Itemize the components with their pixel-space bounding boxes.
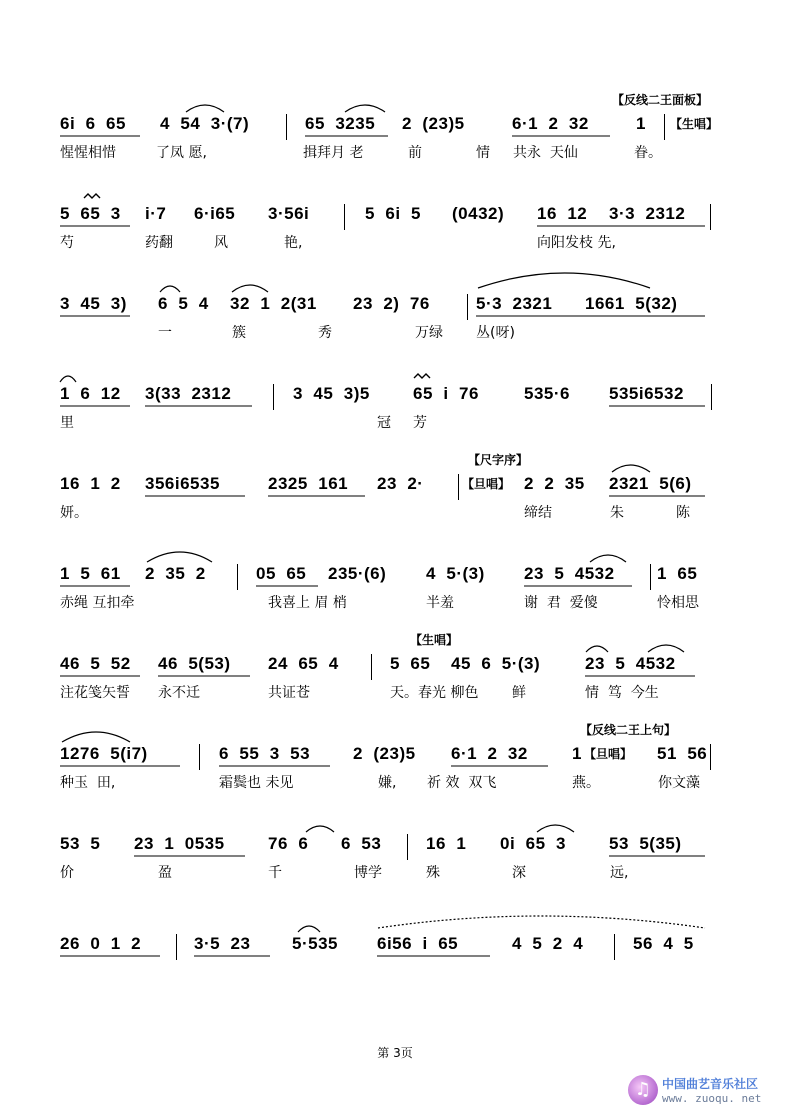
lyric-text: 燕。 <box>572 775 600 791</box>
bar-line <box>664 114 665 140</box>
note-group: 3 45 3) <box>60 294 127 313</box>
lyric-text: 半羞 <box>426 595 454 611</box>
note-group: 0i 65 3 <box>500 834 566 853</box>
note-group: 3·5 23 <box>194 934 251 953</box>
score-system-9 <box>0 834 790 944</box>
bar-line <box>344 204 345 230</box>
bar-line <box>710 204 711 230</box>
note-group: 23 5 4532 <box>524 564 615 583</box>
note-group: 535i6532 <box>609 384 684 403</box>
note-group: 2321 5(6) <box>609 474 692 493</box>
notation-line <box>0 294 790 318</box>
note-group: i·7 <box>145 204 167 223</box>
lyric-text: 一 <box>158 325 172 341</box>
lyric-text: 天。春光 柳色 <box>390 685 479 701</box>
notation-line <box>0 654 790 678</box>
lyric-text: 前 <box>408 145 422 161</box>
lyric-text: 我喜上 眉 梢 <box>268 595 347 611</box>
watermark-logo <box>628 1073 778 1113</box>
note-group: 6·1 2 32 <box>451 744 528 763</box>
lyric-line <box>0 594 790 618</box>
singer-marker-sheng-2: 【生唱】 <box>410 633 459 647</box>
lyric-text: 芳 <box>413 415 427 431</box>
lyric-text: 怜相思 <box>657 595 699 611</box>
bar-line <box>710 744 711 770</box>
lyric-text: 妍。 <box>60 505 88 521</box>
note-group: 3·3 2312 <box>609 204 686 223</box>
lyric-text: 深 <box>512 865 526 881</box>
note-group: 6i56 i 65 <box>377 934 459 953</box>
lyric-text: 注花笺矢誓 <box>60 685 130 701</box>
note-group: 1276 5(i7) <box>60 744 148 763</box>
lyric-text: 共证苍 <box>268 685 310 701</box>
lyric-text: 情 <box>476 145 490 161</box>
note-group: 1 6 12 <box>60 384 121 403</box>
lyric-text: 了凤 愿, <box>156 145 207 161</box>
note-group: 4 5·(3) <box>426 564 485 583</box>
notation-line <box>0 384 790 408</box>
section-marker-fanxian-shangju: 【反线二王上句】 <box>580 723 677 737</box>
note-group: 46 5(53) <box>158 654 231 673</box>
notation-line <box>0 934 790 958</box>
note-group: 26 0 1 2 <box>60 934 142 953</box>
note-group: 2 (23)5 <box>402 114 465 133</box>
lyric-line <box>0 324 790 348</box>
note-group: 3 45 3)5 <box>293 384 370 403</box>
lyric-text: 簇 <box>232 325 246 341</box>
note-group: 65 3235 <box>305 114 376 133</box>
bar-line <box>711 384 712 410</box>
page-number: 第 3页 <box>377 1046 413 1060</box>
note-group: 65 i 76 <box>413 384 479 403</box>
note-group: 23 1 0535 <box>134 834 225 853</box>
score-system-10 <box>0 934 790 1044</box>
lyric-line <box>0 774 790 798</box>
bar-line <box>614 934 615 960</box>
note-group: 3(33 2312 <box>145 384 232 403</box>
singer-marker-sheng: 【生唱】 <box>670 117 719 131</box>
bar-line <box>407 834 408 860</box>
lyric-text: 里 <box>60 415 74 431</box>
note-group: 4 5 2 4 <box>512 934 584 953</box>
lyric-text: 你文藻 <box>658 775 700 791</box>
singer-marker-dan-2: 【旦唱】 <box>584 747 633 761</box>
note-group: 6·i65 <box>194 204 236 223</box>
lyric-text: 种玉 田, <box>60 775 116 791</box>
lyric-text: 眷。 <box>634 145 662 161</box>
note-group: 53 5 <box>60 834 101 853</box>
bar-line <box>650 564 651 590</box>
lyric-text: 揖拜月 老 <box>303 145 364 161</box>
lyric-line <box>0 414 790 438</box>
singer-marker-dan: 【旦唱】 <box>462 477 511 491</box>
lyric-text: 风 <box>214 235 228 251</box>
bar-line <box>467 294 468 320</box>
notation-line <box>0 474 790 498</box>
notation-line <box>0 744 790 768</box>
notation-line <box>0 834 790 858</box>
note-group: 76 6 <box>268 834 309 853</box>
note-group: 6 5 4 <box>158 294 209 313</box>
lyric-line <box>0 684 790 708</box>
note-group: 2 (23)5 <box>353 744 416 763</box>
note-group: 16 1 <box>426 834 467 853</box>
bar-line <box>237 564 238 590</box>
note-group: 16 1 2 <box>60 474 121 493</box>
lyric-line <box>0 234 790 258</box>
note-group: (0432) <box>452 204 505 223</box>
bar-line <box>273 384 274 410</box>
lyric-text: 博学 <box>354 865 382 881</box>
lyric-text: 殊 <box>426 865 440 881</box>
bar-line <box>286 114 287 140</box>
lyric-text: 情 笃 今生 <box>585 685 659 701</box>
notation-line <box>0 204 790 228</box>
lyric-text: 向阳发枝 先, <box>537 235 616 251</box>
note-group: 6·1 2 32 <box>512 114 589 133</box>
note-group: 6i 6 65 <box>60 114 126 133</box>
watermark-url: www. zuoqu. net <box>662 1092 762 1105</box>
note-group: 45 6 5·(3) <box>451 654 541 673</box>
notation-line <box>0 564 790 588</box>
note-group: 1661 5(32) <box>585 294 678 313</box>
lyric-text: 共永 天仙 <box>513 145 578 161</box>
lyric-text: 赤绳 互扣牵 <box>60 595 135 611</box>
lyric-text: 谢 君 爱傻 <box>524 595 598 611</box>
note-group: 6 53 <box>341 834 382 853</box>
lyric-text: 盈 <box>158 865 172 881</box>
note-group: 356i6535 <box>145 474 220 493</box>
lyric-text: 霜鬓也 未见 <box>219 775 294 791</box>
note-group: 5·3 2321 <box>476 294 553 313</box>
lyric-text: 鲜 <box>512 685 526 701</box>
note-group: 5 6i 5 <box>365 204 421 223</box>
bar-line <box>371 654 372 680</box>
bar-line <box>458 474 459 500</box>
note-group: 3·56i <box>268 204 310 223</box>
note-group: 2 2 35 <box>524 474 585 493</box>
lyric-text: 万绿 <box>415 325 443 341</box>
note-group: 05 65 <box>256 564 307 583</box>
lyric-text: 缔结 <box>524 505 552 521</box>
lyric-line <box>0 864 790 888</box>
lyric-text: 药翻 <box>145 235 173 251</box>
note-group: 2 35 2 <box>145 564 206 583</box>
note-group: 1 <box>636 114 646 133</box>
note-group: 1 5 61 <box>60 564 121 583</box>
lyric-text: 祈 效 双飞 <box>427 775 497 791</box>
note-group: 24 65 4 <box>268 654 339 673</box>
lyric-line <box>0 504 790 528</box>
lyric-text: 朱 <box>610 505 624 521</box>
lyric-line <box>0 144 790 168</box>
note-group: 32 1 2(31 <box>230 294 317 313</box>
bar-line <box>176 934 177 960</box>
lyric-text: 永不迁 <box>158 685 200 701</box>
note-group: 53 5(35) <box>609 834 682 853</box>
note-group: 5 65 3 <box>60 204 121 223</box>
note-group: 46 5 52 <box>60 654 131 673</box>
note-group: 535·6 <box>524 384 570 403</box>
lyric-text: 嫌, <box>378 775 397 791</box>
note-group: 23 2· <box>377 474 424 493</box>
lyric-text: 千 <box>268 865 282 881</box>
note-group: 16 12 <box>537 204 588 223</box>
bar-line <box>199 744 200 770</box>
note-group: 5·535 <box>292 934 338 953</box>
section-marker-chizi-xu: 【尺字序】 <box>468 453 529 467</box>
lyric-text: 秀 <box>318 325 332 341</box>
note-group: 4 54 3·(7) <box>160 114 250 133</box>
lyric-text: 远, <box>610 865 629 881</box>
lyric-text: 芍 <box>60 235 74 251</box>
note-group: 1 <box>572 744 582 763</box>
lyric-text: 冠 <box>377 415 391 431</box>
lyric-text: 惺惺相惜 <box>60 145 116 161</box>
note-group: 2325 161 <box>268 474 349 493</box>
lyric-text: 丛(呀) <box>476 325 515 341</box>
note-group: 5 65 <box>390 654 431 673</box>
music-note-icon: ♫ <box>628 1075 658 1105</box>
note-group: 51 56 <box>657 744 708 763</box>
lyric-text: 陈 <box>676 505 690 521</box>
note-group: 56 4 5 <box>633 934 694 953</box>
lyric-text: 价 <box>60 865 74 881</box>
watermark-title: 中国曲艺音乐社区 <box>662 1077 759 1091</box>
note-group: 6 55 3 53 <box>219 744 311 763</box>
section-marker-fanxian-mianban: 【反线二王面板】 <box>612 93 709 107</box>
note-group: 235·(6) <box>328 564 387 583</box>
note-group: 1 65 <box>657 564 698 583</box>
lyric-text: 艳, <box>284 235 303 251</box>
note-group: 23 5 4532 <box>585 654 676 673</box>
note-group: 23 2) 76 <box>353 294 430 313</box>
